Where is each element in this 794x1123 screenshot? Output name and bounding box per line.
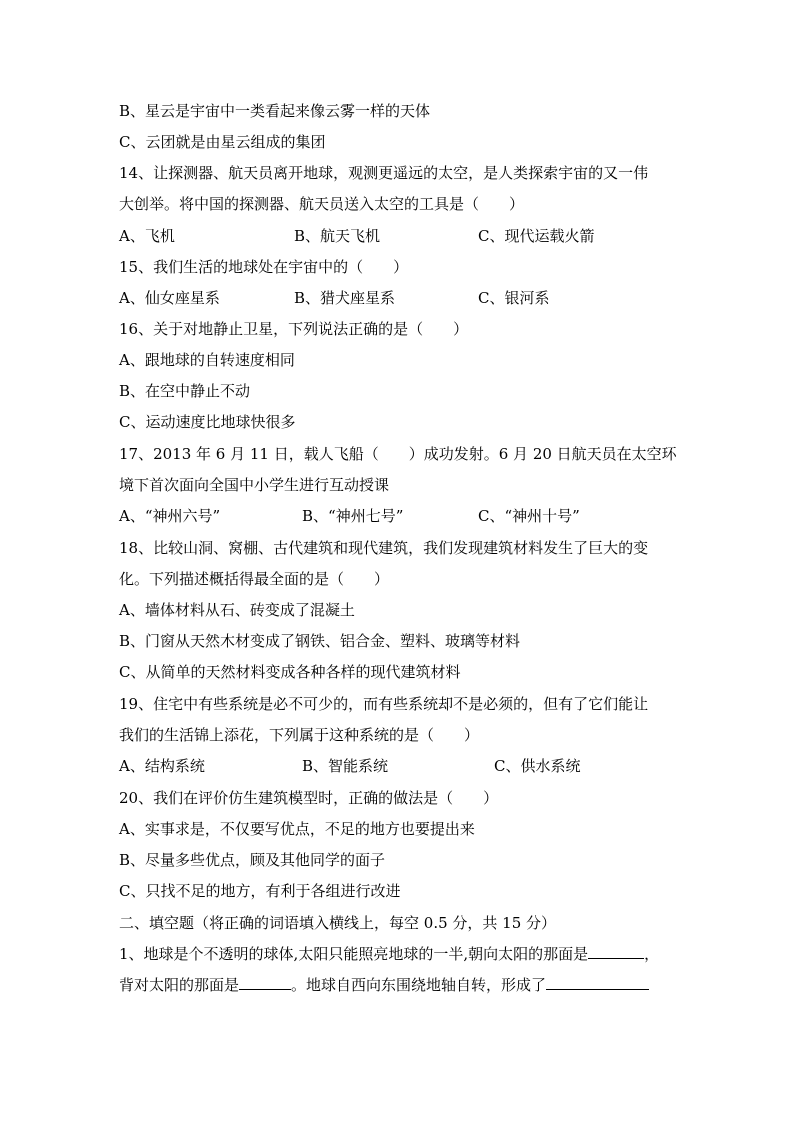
q17-option-a: A、“神州六号” xyxy=(119,507,221,525)
q20-option-c: C、只找不足的地方，有利于各组进行改进 xyxy=(119,882,401,900)
fill1-blank-3[interactable] xyxy=(546,975,649,990)
q13-option-c: C、云团就是由星云组成的集团 xyxy=(119,133,326,151)
q18-option-a: A、墙体材料从石、砖变成了混凝土 xyxy=(119,601,355,619)
q17-stem-line-1: 17、2013 年 6 月 11 日，载人飞船（ ）成功发射。6 月 20 日航天员在太空环 xyxy=(119,445,677,463)
fill1-line-2 xyxy=(119,975,679,995)
q18-stem-line-1: 18、比较山洞、窝棚、古代建筑和现代建筑，我们发现建筑材料发生了巨大的变 xyxy=(119,539,649,557)
q16-option-b: B、在空中静止不动 xyxy=(119,382,251,400)
q14-stem-line-1: 14、让探测器、航天员离开地球，观测更遥远的太空，是人类探索宇宙的又一伟 xyxy=(119,164,649,182)
q20-option-a: A、实事求是，不仅要写优点，不足的地方也要提出来 xyxy=(119,820,475,838)
q15-stem: 15、我们生活的地球处在宇宙中的（ ） xyxy=(119,258,409,276)
q13-option-b: B、星云是宇宙中一类看起来像云雾一样的天体 xyxy=(119,102,431,120)
q20-option-b: B、尽量多些优点，顾及其他同学的面子 xyxy=(119,851,386,869)
q14-option-a: A、飞机 xyxy=(119,227,175,245)
q15-option-c: C、银河系 xyxy=(478,289,550,307)
q18-option-b: B、门窗从天然木材变成了钢铁、铝合金、塑料、玻璃等材料 xyxy=(119,632,521,650)
fill1-blank-1[interactable] xyxy=(588,944,644,959)
q17-option-c: C、“神州十号” xyxy=(478,507,580,525)
q19-option-a: A、结构系统 xyxy=(119,757,205,775)
q20-stem: 20、我们在评价仿生建筑模型时，正确的做法是（ ） xyxy=(119,789,499,807)
q17-stem-line-2: 境下首次面向全国中小学生进行互动授课 xyxy=(119,476,390,494)
q19-stem-line-1: 19、住宅中有些系统是必不可少的，而有些系统却不是必须的，但有了它们能让 xyxy=(119,695,649,713)
q18-stem-line-2: 化。下列描述概括得最全面的是（ ） xyxy=(119,570,390,588)
fill1-text-4: 。地球自西向东围绕地轴自转，形成了 xyxy=(291,976,547,994)
q15-option-b: B、猎犬座星系 xyxy=(294,289,396,307)
q14-option-c: C、现代运载火箭 xyxy=(478,227,595,245)
q15-option-a: A、仙女座星系 xyxy=(119,289,220,307)
fill1-text-3: 背对太阳的那面是 xyxy=(119,976,240,994)
q14-option-b: B、航天飞机 xyxy=(294,227,381,245)
fill1-blank-2[interactable] xyxy=(239,975,291,990)
q14-stem-line-2: 大创举。将中国的探测器、航天员送入太空的工具是（ ） xyxy=(119,195,525,213)
fill1-text-1: 1、地球是个不透明的球体,太阳只能照亮地球的一半,朝向太阳的那面是 xyxy=(119,945,589,963)
q16-option-a: A、跟地球的自转速度相同 xyxy=(119,351,295,369)
q17-option-b: B、“神州七号” xyxy=(302,507,404,525)
section-2-heading: 二、填空题（将正确的词语填入横线上，每空 0.5 分，共 15 分） xyxy=(119,914,557,932)
q16-stem: 16、关于对地静止卫星，下列说法正确的是（ ） xyxy=(119,320,469,338)
q16-option-c: C、运动速度比地球快很多 xyxy=(119,413,296,431)
fill1-text-2: ， xyxy=(644,945,660,963)
q18-option-c: C、从简单的天然材料变成各种各样的现代建筑材料 xyxy=(119,663,461,681)
q19-option-b: B、智能系统 xyxy=(302,757,389,775)
fill1-line-1 xyxy=(119,944,679,964)
q19-stem-line-2: 我们的生活锦上添花，下列属于这种系统的是（ ） xyxy=(119,726,480,744)
q19-option-c: C、供水系统 xyxy=(494,757,581,775)
